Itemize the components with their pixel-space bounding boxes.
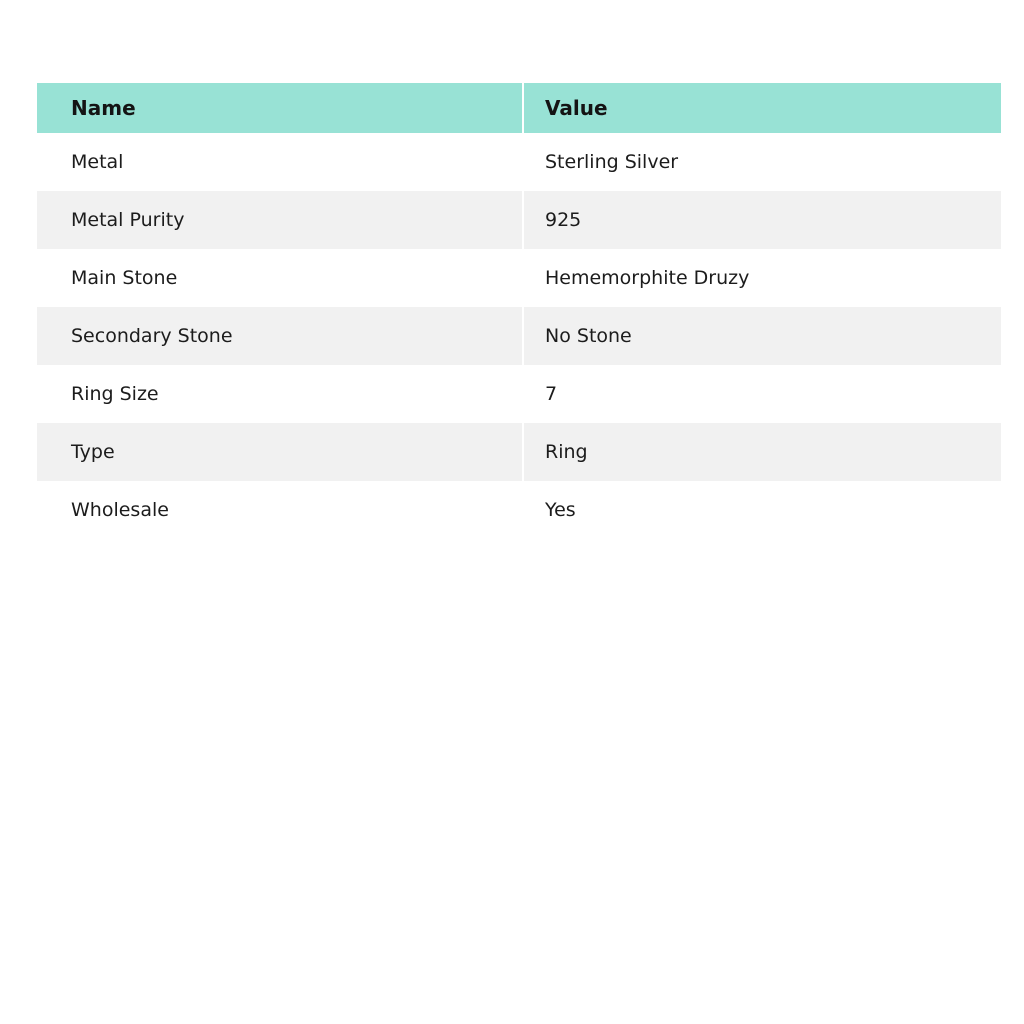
attribute-value-cell: 925 — [524, 191, 1001, 249]
attribute-value-cell: No Stone — [524, 307, 1001, 365]
attribute-name-cell: Metal — [37, 133, 522, 191]
column-header-value: Value — [524, 83, 1001, 133]
attribute-name-cell: Metal Purity — [37, 191, 522, 249]
table-header-row — [37, 83, 1001, 133]
attribute-name-cell: Ring Size — [37, 365, 522, 423]
table-body — [37, 133, 1001, 539]
attribute-value-cell: Sterling Silver — [524, 133, 1001, 191]
attribute-name-cell: Main Stone — [37, 249, 522, 307]
attribute-value-cell: Hememorphite Druzy — [524, 249, 1001, 307]
product-attributes-table — [37, 83, 1001, 539]
table-row — [37, 481, 1001, 539]
table-row — [37, 423, 1001, 481]
attribute-value-cell: 7 — [524, 365, 1001, 423]
attribute-value-cell: Yes — [524, 481, 1001, 539]
attribute-name-cell: Secondary Stone — [37, 307, 522, 365]
attribute-value-cell: Ring — [524, 423, 1001, 481]
table-row — [37, 249, 1001, 307]
table-row — [37, 307, 1001, 365]
column-header-name: Name — [37, 83, 522, 133]
attribute-name-cell: Wholesale — [37, 481, 522, 539]
attribute-name-cell: Type — [37, 423, 522, 481]
table-row — [37, 365, 1001, 423]
table-row — [37, 191, 1001, 249]
table-row — [37, 133, 1001, 191]
